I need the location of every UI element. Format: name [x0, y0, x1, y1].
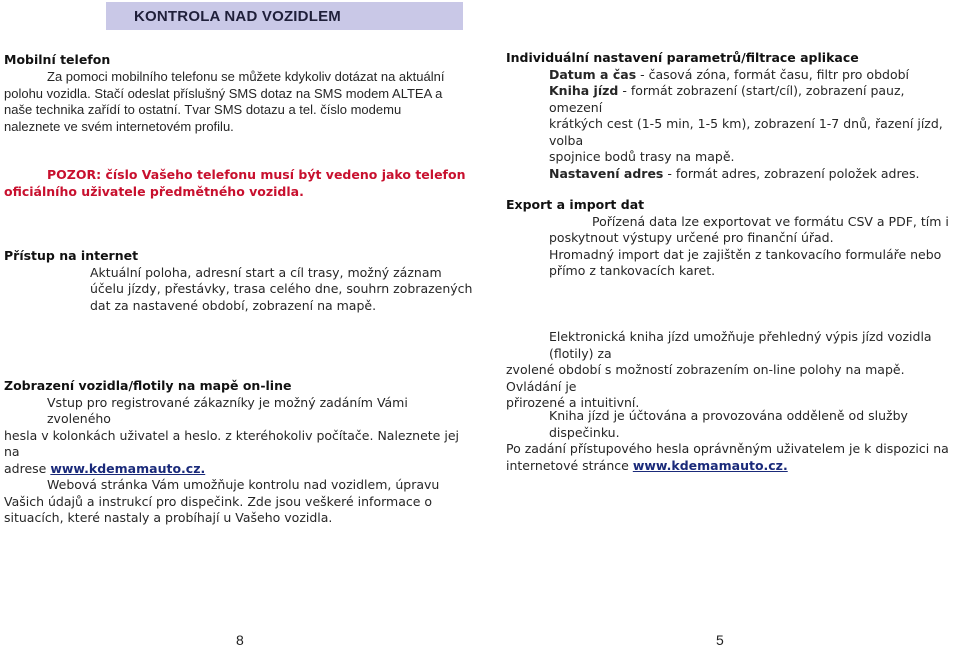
export-line-3: Hromadný import dat je zajištěn z tankovacího formuláře nebo: [549, 246, 942, 262]
settings-book-line-3: spojnice bodů trasy na mapě.: [549, 149, 735, 164]
section-internet: [4, 248, 474, 314]
map-line-3-prefix: adrese: [4, 460, 51, 476]
map-line-2: hesla v kolonkách uživatel a heslo. z kteréhokoliv počítače. Naleznete jej na: [4, 427, 459, 459]
page-number-right: 5: [716, 632, 724, 648]
section-billing: [506, 408, 960, 474]
internet-line-3: dat za nastavené období, zobrazení na mapě.: [90, 297, 377, 313]
date-label: Datum a čas: [549, 66, 637, 82]
addr-label: Nastavení adres: [549, 165, 664, 181]
export-line-2: poskytnout výstupy určené pro finanční úřad.: [549, 230, 834, 245]
website-link-right[interactable]: www.kdemamauto.cz.: [632, 457, 788, 473]
page-title: KONTROLA NAD VOZIDLEM: [134, 8, 341, 25]
map-line-5: Vašich údajů a instrukcí pro dispečink. Zde jsou veškeré informace o: [4, 493, 433, 509]
mobile-line-1: Za pomoci mobilního telefonu se můžete kdykoliv dotázat na aktuální: [47, 69, 445, 84]
internet-line-1: Aktuální poloha, adresní start a cíl trasy, možný záznam: [90, 264, 442, 280]
map-line-1: Vstup pro registrované zákazníky je možný zadáním Vámi zvoleného: [47, 394, 408, 426]
settings-addr: [506, 166, 958, 183]
export-heading: Export a import dat: [506, 197, 645, 212]
page-number-left: 8: [236, 632, 244, 648]
internet-line-2: účelu jízdy, přestávky, trasa celého dne, souhrn zobrazených: [90, 281, 473, 296]
warning-line-1: POZOR: číslo Vašeho telefonu musí být vedeno jako telefon: [47, 167, 466, 182]
export-line-4: přímo z tankovacích karet.: [549, 263, 716, 278]
book-text: - formát zobrazení (start/cíl), zobrazení pauz, omezení: [549, 83, 905, 115]
logbook-line-2: zvolené období s možností zobrazením on-line polohy na mapě. Ovládání je: [506, 362, 905, 394]
logbook-line-1: Elektronická kniha jízd umožňuje přehledný výpis jízd vozidla (flotily) za: [549, 329, 932, 361]
billing-line-3: [506, 458, 960, 475]
settings-date: [506, 67, 958, 84]
mobile-heading: Mobilní telefon: [4, 52, 111, 67]
map-heading: Zobrazení vozidla/flotily na mapě on-line: [4, 378, 292, 393]
settings-heading: Individuální nastavení parametrů/filtrace aplikace: [506, 50, 859, 65]
export-line-1: Pořízená data lze exportovat ve formátu CSV a PDF, tím i: [592, 213, 949, 229]
mobile-line-4: naleznete ve svém internetovém profilu.: [4, 118, 234, 134]
map-line-6: situacích, které nastaly a probíhají u Vašeho vozidla.: [4, 510, 333, 525]
map-line-3: [4, 461, 474, 478]
warning-line-2: oficiálního uživatele předmětného vozidla.: [4, 183, 304, 199]
billing-line-3-prefix: internetové stránce: [506, 457, 633, 473]
date-text: - časová zóna, formát času, filtr pro období: [636, 66, 910, 82]
warning-note: [4, 167, 474, 200]
internet-heading: Přístup na internet: [4, 248, 139, 263]
section-export: [506, 197, 958, 280]
addr-text: - formát adres, zobrazení položek adres.: [663, 165, 920, 181]
settings-book: [506, 83, 958, 116]
billing-line-1: Kniha jízd je účtována a provozována odděleně od služby dispečinku.: [549, 408, 908, 440]
mobile-line-3: naše technika zařídí to ostatní. Tvar SMS dotazu a tel. číslo modemu: [4, 102, 402, 117]
mobile-body: [4, 69, 474, 135]
map-line-4: Webová stránka Vám umožňuje kontrolu nad vozidlem, úpravu: [47, 477, 440, 492]
website-link[interactable]: www.kdemamauto.cz.: [50, 460, 206, 476]
section-mobile: [4, 52, 464, 69]
book-label: Kniha jízd: [549, 83, 619, 98]
mobile-line-2: polohu vozidla. Stačí odeslat příslušný SMS dotaz na SMS modem ALTEA a: [4, 85, 443, 101]
settings-book-line-2: krátkých cest (1-5 min, 1-5 km), zobrazení 1-7 dnů, řazení jízd, volba: [549, 116, 943, 148]
billing-line-2: Po zadání přístupového hesla oprávněným uživatelem je k dispozici na: [506, 441, 949, 456]
logbook-line-3: přirozené a intuitivní.: [506, 395, 640, 410]
section-map: [4, 378, 474, 527]
section-settings: [506, 50, 958, 182]
section-logbook: [506, 329, 960, 412]
